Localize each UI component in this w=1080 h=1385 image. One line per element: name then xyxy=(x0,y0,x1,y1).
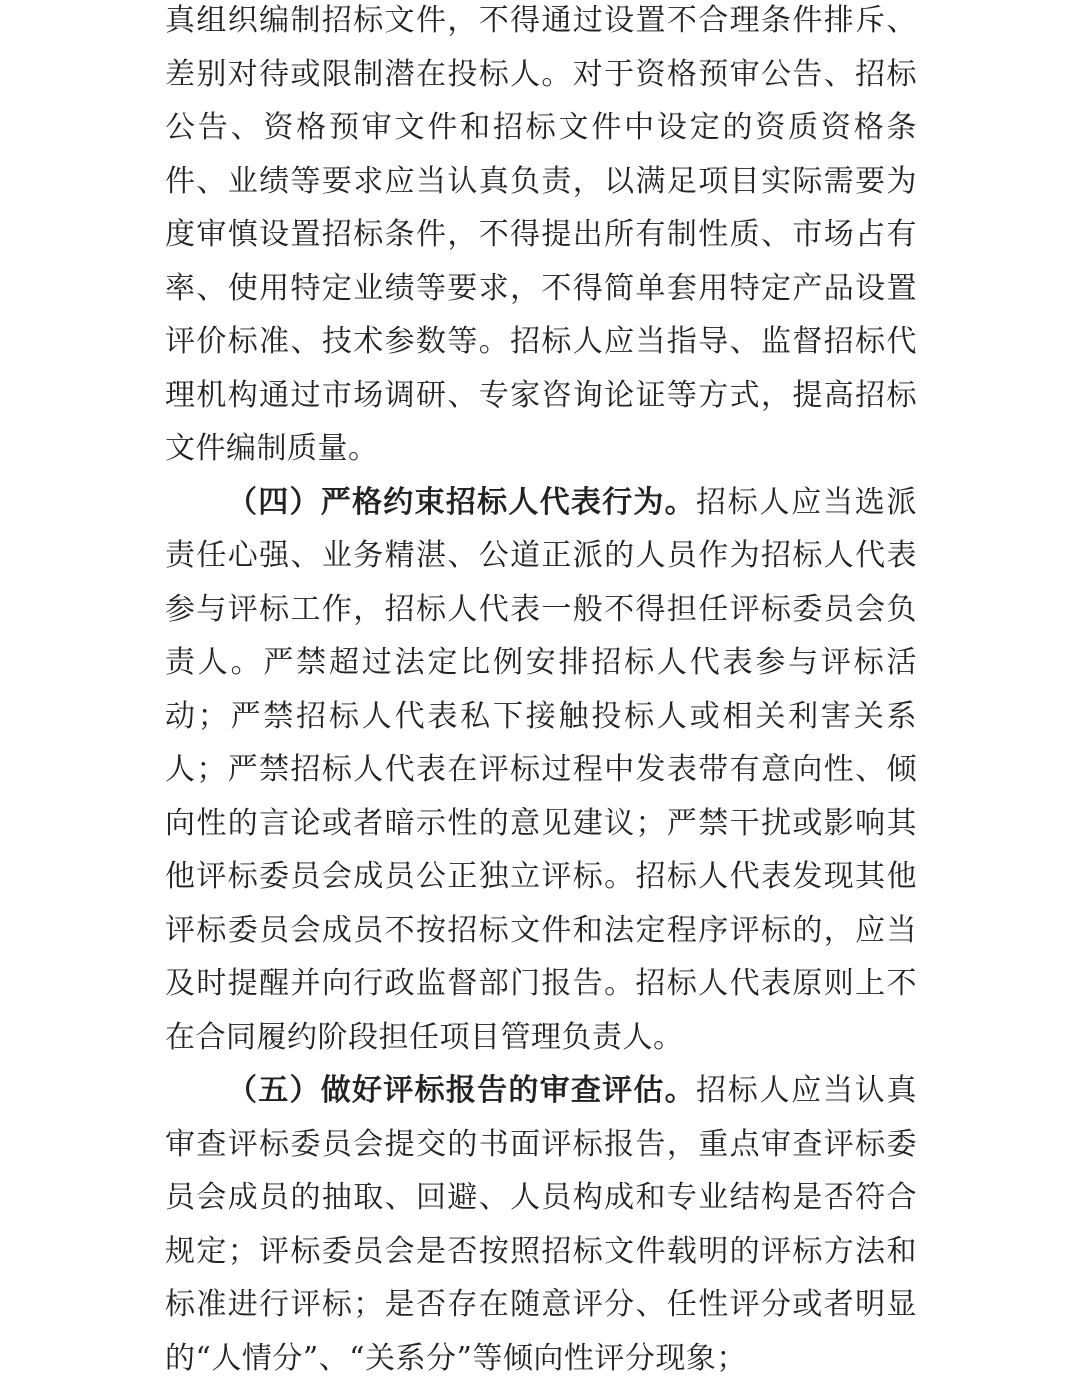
paragraph-section-five xyxy=(165,1064,917,1385)
section-heading: （五）做好评标报告的审查评估。 xyxy=(227,1073,696,1108)
paragraph-body: 真组织编制招标文件，不得通过设置不合理条件排斥、差别对待或限制潜在投标人。对于资格预审公告、招标公告、资格预审文件和招标文件中设定的资质资格条件、业绩等要求应当认真负责，以满足项目实际需要为度审慎设置招标条件，不得提出所有制性质、市场占有率、使用特定业绩等要求，不得简单套用特定产品设置评价标准、技术参数等。招标人应当指导、监督招标代理机构通过市场调研、专家咨询论证等方式，提高招标文件编制质量。 xyxy=(165,3,917,466)
text-column xyxy=(165,0,917,1385)
paragraph-section-four xyxy=(165,476,917,1065)
section-heading: （四）严格约束招标人代表行为。 xyxy=(227,484,696,520)
paragraph-body: 招标人应当选派责任心强、业务精湛、公道正派的人员作为招标人代表参与评标工作，招标人代表一般不得担任评标委员会负责人。严禁超过法定比例安排招标人代表参与评标活动；严禁招标人代表私下接触投标人或相关利害关系人；严禁招标人代表在评标过程中发表带有意向性、倾向性的言论或者暗示性的意见建议；严禁干扰或影响其他评标委员会成员公正独立评标。招标人代表发现其他评标委员会成员不按招标文件和法定程序评标的，应当及时提醒并向行政监督部门报告。招标人代表原则上不在合同履约阶段担任项目管理负责人。 xyxy=(165,484,918,1055)
paragraph-body: 招标人应当认真审查评标委员会提交的书面评标报告，重点审查评标委员会成员的抽取、回避、人员构成和专业结构是否符合规定；评标委员会是否按照招标文件载明的评标方法和标准进行评标；是否存在随意评分、任性评分或者明显的“人情分”、“关系分”等倾向性评分现象； xyxy=(165,1073,918,1376)
paragraph-continuation xyxy=(165,0,917,476)
